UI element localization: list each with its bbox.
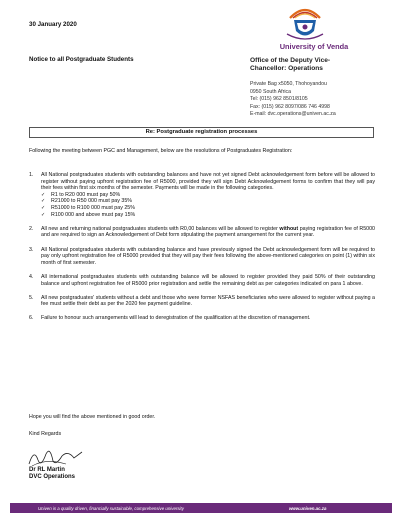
- contact-fax: Fax: (015) 962 8097/086 746 4998: [250, 103, 330, 110]
- category-item: [41, 212, 375, 219]
- emphasis-text: without: [279, 225, 299, 232]
- list-item: [29, 274, 375, 287]
- checkmark-icon: ✓: [41, 204, 46, 211]
- item-number: 1.: [29, 172, 34, 178]
- item-number: 4.: [29, 273, 34, 280]
- subject-line: Re: Postgraduate registration processes: [29, 127, 374, 138]
- category-item: [41, 198, 375, 205]
- item-text-part: paying registration fee of R5000 and are required to sign an Acknowledgement of Debt form stipulating the payment arrangement for the current year.: [41, 225, 375, 239]
- item-number: 5.: [29, 294, 34, 301]
- office-title: [250, 57, 380, 73]
- resolutions-list: [29, 172, 375, 330]
- item-text: Failure to honour such arrangements will lead to deregistration of the qualification at the discretion of management.: [41, 315, 311, 322]
- item-number: 2.: [29, 225, 34, 232]
- contact-email: E-mail: dvc.operations@univen.ac.za: [250, 111, 336, 118]
- item-text: All National postgraduates students with outstanding balances and have not yet signed Debt acknowledgement form before will be allowed to register without paying upfront registration fee of R5000, provided they will sign Debt Acknowledgement forms to confirm that they will pay their fees within first six months of the semester. Payments will be made in the following categories.: [41, 172, 375, 192]
- footer-bar: [10, 503, 392, 513]
- checkmark-icon: ✓: [41, 191, 46, 198]
- category-text: R1 to R20 000 must pay 50%: [51, 191, 121, 198]
- category-text: R100 000 and above must pay 15%: [51, 211, 136, 218]
- office-title-line: Office of the Deputy Vice-: [250, 57, 331, 64]
- signatory-title: DVC Operations: [29, 474, 76, 480]
- item-text-part: All new and returning national postgraduates students with R0,00 balances will be allowed to register: [41, 225, 280, 232]
- list-item: [29, 295, 375, 308]
- list-item: [29, 172, 375, 218]
- category-text: R21000 to R50 000 must pay 35%: [51, 198, 132, 205]
- checkmark-icon: ✓: [41, 198, 46, 205]
- closing-hope: Hope you will find the above mentioned in good order.: [29, 414, 156, 420]
- signatory: [29, 467, 75, 481]
- category-item: [41, 205, 375, 212]
- notice-heading: Notice to all Postgraduate Students: [29, 56, 134, 63]
- contact-block: [250, 81, 390, 119]
- checkmark-icon: ✓: [41, 211, 46, 218]
- list-item: [29, 315, 375, 322]
- contact-address: Private Bag x5050, Thohoyandou: [250, 81, 327, 87]
- item-text: All new postgraduates' students without a debt and those who were former NSFAS beneficiaries who were allowed to register without paying a fee must settle their debt as per the 2020 fee payment guideline.: [41, 294, 375, 308]
- item-text: All National postgraduates students with outstanding balance and have previously signed the Debt acknowledgement form will be required to pay only upfront registration fee of R5000 provided that they will pay their fees following the above-mentioned categories on point (1) within six month of first semester.: [41, 246, 375, 266]
- letter-date: 30 January 2020: [29, 21, 77, 28]
- list-item: [29, 226, 375, 239]
- office-title-line: Chancellor: Operations: [250, 65, 323, 72]
- item-number: 6.: [29, 315, 34, 322]
- footer-tagline: Univen is a quality driven, financially sustainable, comprehensive university: [38, 505, 184, 511]
- intro-paragraph: Following the meeting between PGC and Management, below are the resolutions of Postgraduates Registration:: [29, 148, 293, 154]
- contact-tel: Tel: (015) 962 8501/8105: [250, 96, 308, 103]
- payment-categories: [41, 192, 375, 218]
- university-name: University of Venda: [279, 42, 349, 51]
- item-text: [41, 226, 375, 239]
- closing-regards: Kind Regards: [29, 431, 62, 437]
- category-item: [41, 192, 375, 199]
- item-text: All international postgraduates students with outstanding balance will be allowed to register provided they paid 50% of their outstanding balance and upfront registration fee of R5000 prior registration and settle the remaining debt as per categories indicated on para 1 above.: [41, 273, 375, 287]
- footer-url[interactable]: www.univen.ac.za: [289, 505, 327, 511]
- list-item: [29, 247, 375, 267]
- contact-postal: 0950 South Africa: [250, 88, 291, 95]
- signatory-name: Dr RL Martin: [29, 467, 65, 473]
- item-number: 3.: [29, 246, 34, 253]
- university-logo-icon: [283, 4, 327, 42]
- category-text: R51000 to R100 000 must pay 25%: [51, 204, 135, 211]
